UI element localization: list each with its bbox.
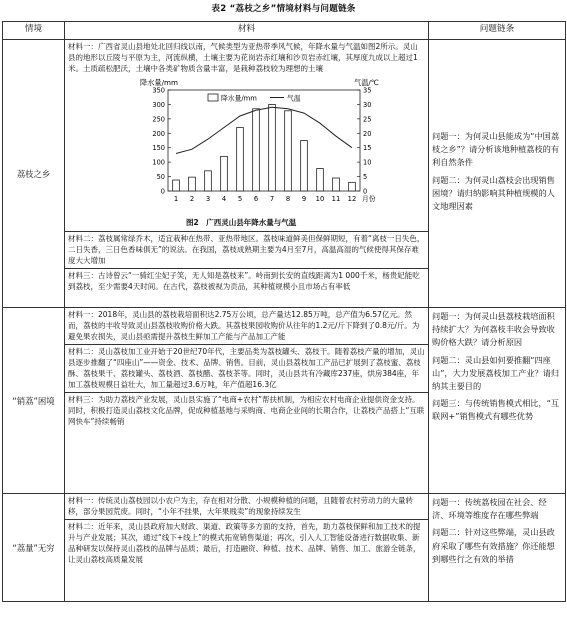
left-tick-label: 300 [152,100,165,109]
left-tick-label: 150 [152,144,165,153]
question-text: 问题二：针对这些弊端，灵山县政府采取了哪些有效措施？你还能想到哪些行之有效的举措 [432,527,555,564]
right-axis-label: 气温/℃ [354,78,379,87]
material-text: 材料一：传统灵山荔枝园以小农户为主，存在相对分散、小规模种植的问题，且随着农村劳动力的大量转移，部分果园荒废。同时，“小年不挂果，大年果贱卖”的现象持续发生 [68,496,413,516]
precipitation-bar [237,128,244,191]
legend-bar-swatch [208,94,218,101]
x-tick-label: 5 [237,195,243,203]
material-text: 材料二：荔枝属常绿乔木，适宜栽种在热带、亚热带地区。荔枝味道鲜美但保鲜期短，有着“离枝一日失色，二日失香，三日色香味俱无”的说法。在我国，荔枝成熟期主要为4月至7月，高温高湿的气候使得其保存难度大大增加 [68,234,425,265]
material-text: 材料一：广西省灵山县地处北回归线以南，气候类型为亚热带季风气候，年降水量与气温如图2所示。灵山县的地形以丘陵与平原为主，河流纵横，土壤主要为花岗岩赤红壤和沙页岩赤红壤，其厚度九成以上超过1米。土质疏松肥沃，土壤中各类矿物质含量丰富，是栽种荔枝较为理想的土壤 [68,42,418,73]
x-tick-label: 4 [221,195,227,203]
questions-cell [429,494,566,602]
precipitation-bar [301,141,308,192]
table-title: 表2 “荔枝之乡”情境材料与问题链条 [211,4,356,14]
question-text: 问题三：与传统销售模式相比，“互联网+”销售模式有哪些优势 [432,398,560,422]
right-tick-label: 30 [363,100,372,109]
left-tick-label: 350 [152,86,165,95]
x-tick-label: 6 [253,195,259,203]
question-text: 问题一：为何灵山县荔枝栽培面积持续扩大？为何荔枝丰收会导致收购价格大跌？请分析原因 [432,311,555,348]
right-tick-label: 15 [363,144,372,153]
material-text: 材料一：2018年，灵山县的荔枝栽培面积达2.75万公顷，总产量达12.85万吨，总产值为6.57亿元。然而，荔枝的丰收导致灵山县荔枝收购价格大跌。其荔枝果园收购价从往年的1.2元/斤下降到了0.8元/斤。为避免果农损失，灵山县亟需提升荔枝生鲜加工产能与产品加工产能 [68,310,420,341]
right-tick-label: 5 [363,173,368,182]
material-text: 材料三：为助力荔枝产业发展，灵山县实施了“电商+农村”帮扶机制，为相应农村电商企业提供资金支持。同时，积极打造灵山荔枝文化品牌，促成种植基地与采购商、电商企业间的长期合作，让荔枝产品搭上“互联网快车”持续畅销 [68,395,425,426]
right-tick-label: 10 [363,158,372,167]
situation-cell: 荔枝之乡 [3,40,65,308]
question-text: 问题一：传统荔枝园在社会、经济、环境等维度存在哪些弊端 [432,497,547,521]
question-text: 问题二：灵山县如何要推翻“四座山”，大力发展荔枝加工产业？请归纳其主要目的 [432,354,560,392]
material-cell [65,494,429,602]
right-tick-label: 35 [363,86,372,95]
question-text: 问题一：为何灵山县能成为“中国荔枝之乡”？请分析该地种植荔枝的有利自然条件 [432,130,560,168]
precipitation-bar [253,109,260,191]
precipitation-bar [269,104,276,191]
material-cell [65,308,429,494]
material-text: 材料二：近年来，灵山县政府加大财政、渠道、政策等多方面的支持，首先，助力荔枝保鲜和加工技术的提升与产业发展；其次，通过“线下+线上”的模式拓宽销售渠道；再次，引入人工智能设备进行数据收集、新品种研发以保持灵山荔枝的品牌与品质；最后，打造融资、种植、技术、品牌、销售、加工、旅游全链条，让灵山荔枝高质量发展 [68,522,421,564]
left-tick-label: 50 [156,173,165,182]
legend-bar-label: 降水量/mm [221,94,257,103]
questions-cell [429,40,566,308]
x-tick-label: 3 [205,195,211,203]
x-tick-label: 10 [315,195,325,203]
precipitation-bar [173,180,180,191]
plot-frame [168,90,360,191]
material-text: 材料二：灵山荔枝加工业开始于20世纪70年代，主要品类为荔枝罐头、荔枝干。随着荔枝产量的增加，灵山县逐步推翻了“四座山”——资金、技术、品牌、销售。目前，灵山县荔枝加工产品已扩展到了荔枝蜜、荔枝酥、荔枝果干、荔枝罐头、荔枝酒、荔枝醋、荔枝茶等。同时，灵山县共有冷藏库237座，烘房384座，年加工荔枝规模日益壮大，加工量超过3.6万吨，年产值超16.3亿 [68,347,425,389]
precipitation-bar [333,178,340,191]
right-tick-label: 25 [363,115,372,124]
table-row [3,308,566,494]
header-row [3,22,566,40]
x-axis-unit: 月份 [362,195,376,203]
question-text: 问题二：为何灵山荔枝会出现销售困境？请归纳影响其种植规模的人文地理因素 [432,174,555,211]
header-material: 材料 [65,22,429,40]
right-tick-label: 20 [363,129,372,138]
climate-chart [68,76,426,214]
left-axis-label: 降水量/mm [140,78,178,87]
left-tick-label: 100 [152,158,165,167]
precipitation-bar [285,111,292,191]
legend-line-label: 气温 [287,94,301,103]
table-row [3,40,566,308]
x-tick-label: 12 [347,195,357,203]
temperature-line [176,107,352,153]
table-row [3,494,566,602]
material-text: 材料三：古诗曾云“一骑红尘妃子笑，无人知是荔枝来”。岭南到长安的直线距离为1 000千米，杨贵妃能吃到荔枝，至少需要4天时间。在古代，荔枝被视为贡品，其种植规模小且市场占有率低 [68,271,420,291]
situation-cell: “荔量”无穷 [3,494,65,602]
material-cell [65,40,429,308]
right-tick-label: 0 [363,187,368,196]
header-questions: 问题链条 [429,22,566,40]
x-tick-label: 11 [331,195,341,203]
scenario-table [2,21,566,602]
figure-caption: 图2 广西灵山县年降水量与气温 [186,218,297,227]
left-tick-label: 250 [152,115,165,124]
questions-cell [429,308,566,494]
precipitation-bar [317,168,324,191]
left-tick-label: 200 [152,129,165,138]
x-tick-label: 7 [269,195,275,203]
precipitation-bar [205,171,212,191]
left-tick-label: 0 [160,187,165,196]
header-situation: 情境 [3,22,65,40]
precipitation-bar [221,156,228,191]
situation-cell: “销荔”困境 [3,308,65,494]
precipitation-bar [189,177,196,191]
x-tick-label: 9 [301,195,307,203]
precipitation-bar [349,182,356,191]
chart-figure [68,76,425,228]
x-tick-label: 1 [173,195,179,203]
x-tick-label: 2 [189,195,195,203]
x-tick-label: 8 [285,195,291,203]
